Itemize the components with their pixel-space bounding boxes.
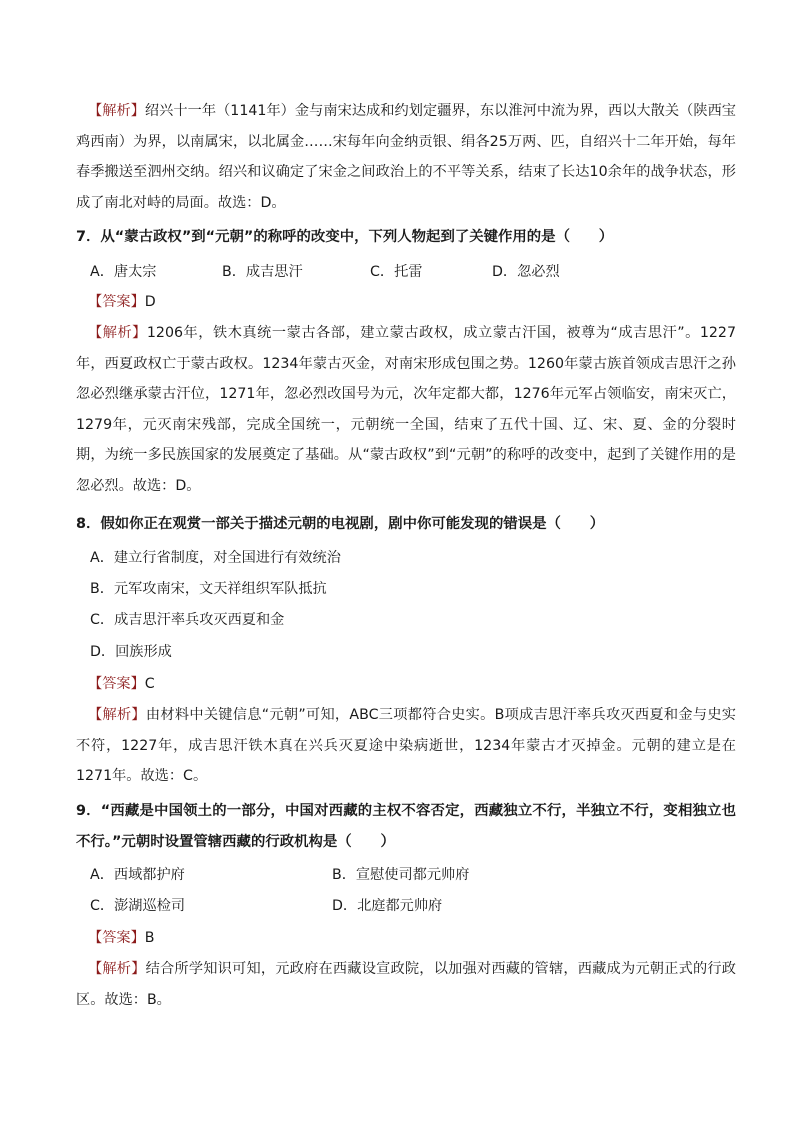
q9-option-b: B．宣慰使司都元帅府 bbox=[332, 867, 470, 883]
q7-analysis bbox=[76, 318, 736, 501]
answer-value: C bbox=[144, 676, 155, 692]
analysis-text: 结合所学知识可知，元政府在西藏设宣政院，以加强对西藏的管辖，西藏成为元朝正式的行政区。故选：B。 bbox=[76, 961, 736, 1008]
question-8: 8．假如你正在观赏一部关于描述元朝的电视剧，剧中你可能发现的错误是（ ） bbox=[76, 516, 605, 532]
analysis-label: 【解析】 bbox=[88, 961, 146, 977]
q7-option-a: A．唐太宗 bbox=[90, 264, 157, 280]
q8-option-b: B．元军攻南宋，文天祥组织军队抵抗 bbox=[90, 581, 327, 597]
question-9: 9．“西藏是中国领土的一部分，中国对西藏的主权不容否定，西藏独立不行，半独立不行，变相独立也不行。”元朝时设置管辖西藏的行政机构是（ ） bbox=[76, 803, 736, 850]
q8-option-c: C．成吉思汗率兵攻灭西夏和金 bbox=[90, 612, 285, 628]
answer-label: 【答案】 bbox=[88, 294, 145, 310]
q8-answer bbox=[88, 674, 155, 694]
q8-option-d: D．回族形成 bbox=[90, 644, 172, 660]
q9-answer bbox=[88, 928, 155, 948]
analysis-text: 绍兴十一年（1141年）金与南宋达成和约划定疆界，东以淮河中流为界，西以大散关（陕西宝鸡西南）为界，以南属宋，以北属金……宋每年向金纳贡银、绢各25万两、匹，自绍兴十二年开始，每年春季搬送至泗州交纳。绍兴和议确定了宋金之间政治上的不平等关系，结束了长达10余年的战争状态，形成了南北对峙的局面。故选：D。 bbox=[76, 103, 736, 211]
q8-analysis bbox=[76, 700, 736, 792]
analysis-text: 由材料中关键信息“元朝”可知，ABC三项都符合史实。B项成吉思汗率兵攻灭西夏和金与史实不符，1227年，成吉思汗铁木真在兴兵灭夏途中染病逝世，1234年蒙古才灭掉金。元朝的建立是在1271年。故选：C。 bbox=[76, 707, 736, 784]
q7-option-b: B．成吉思汗 bbox=[222, 264, 303, 280]
answer-label: 【答案】 bbox=[88, 676, 145, 692]
q9-option-a: A．西域都护府 bbox=[90, 867, 185, 883]
q7-option-d: D．忽必烈 bbox=[492, 264, 560, 280]
q9-option-d: D．北庭都元帅府 bbox=[332, 898, 443, 914]
analysis-label: 【解析】 bbox=[88, 707, 146, 723]
q9-analysis bbox=[76, 954, 736, 1015]
q9-option-c: C．澎湖巡检司 bbox=[90, 898, 186, 914]
answer-label: 【答案】 bbox=[88, 930, 145, 946]
analysis-label: 【解析】 bbox=[88, 103, 145, 119]
q8-option-a: A．建立行省制度，对全国进行有效统治 bbox=[90, 550, 341, 566]
question-7: 7．从“蒙古政权”到“元朝”的称呼的改变中，下列人物起到了关键作用的是（ ） bbox=[76, 229, 614, 245]
analysis-label: 【解析】 bbox=[88, 325, 147, 341]
q7-option-c: C．托雷 bbox=[370, 264, 423, 280]
q7-answer bbox=[88, 292, 156, 312]
answer-value: D bbox=[144, 294, 156, 310]
answer-value: B bbox=[144, 930, 155, 946]
q6-analysis bbox=[76, 96, 736, 218]
analysis-text: 1206年，铁木真统一蒙古各部，建立蒙古政权，成立蒙古汗国，被尊为“成吉思汗”。1227年，西夏政权亡于蒙古政权。1234年蒙古灭金，对南宋形成包围之势。1260年蒙古族首领成吉思汗之孙忽必烈继承蒙古汗位，1271年，忽必烈改国号为元，次年定都大都，1276年元军占领临安，南宋灭亡，1279年，元灭南宋残部，完成全国统一，元朝统一全国，结束了五代十国、辽、宋、夏、金的分裂时期，为统一多民族国家的发展奠定了基础。从“蒙古政权”到“元朝”的称呼的改变中，起到了关键作用的是忽必烈。故选：D。 bbox=[76, 325, 736, 494]
